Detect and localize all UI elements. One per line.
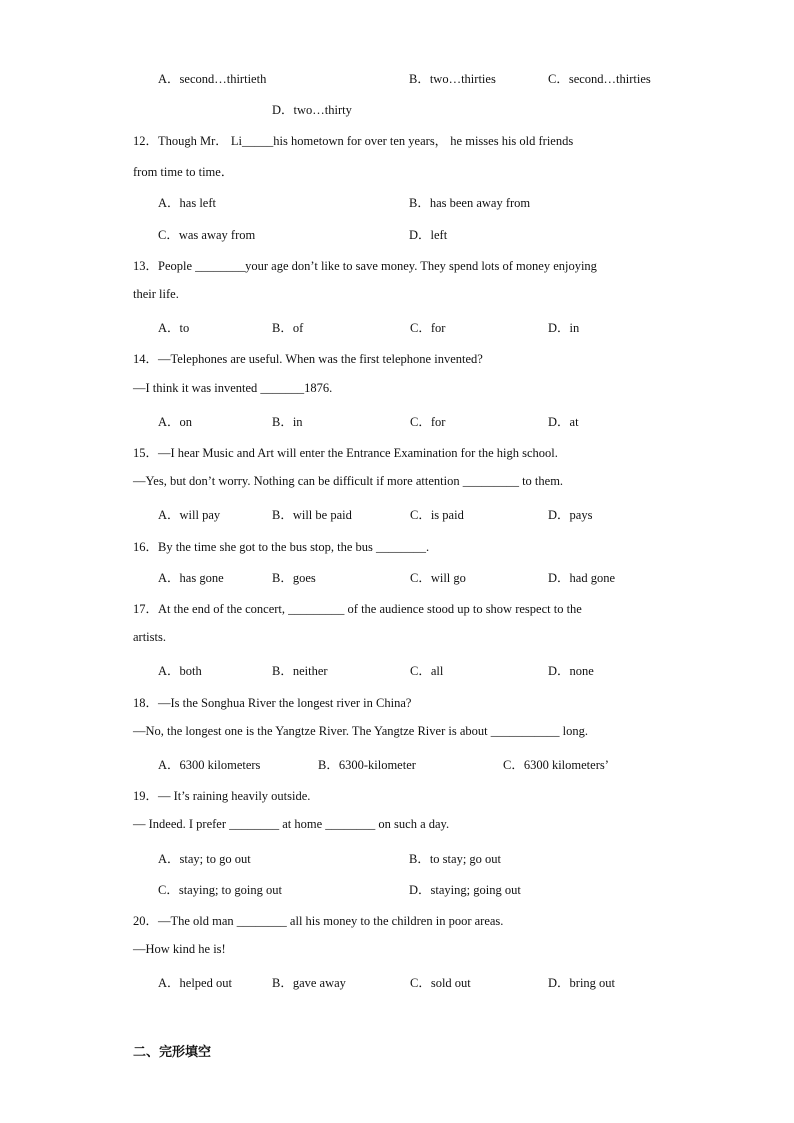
q13-option-a: A．to bbox=[158, 321, 190, 335]
q18-option-a: A．6300 kilometers bbox=[158, 758, 261, 772]
q13-stem: 13．People ________your age don’t like to save money. They spend lots of money enjoying bbox=[133, 259, 597, 273]
q11-option-b: B．two…thirties bbox=[409, 72, 496, 86]
q19-stem: 19．— It’s raining heavily outside. bbox=[133, 789, 311, 803]
q20-stem-cont: —How kind he is! bbox=[133, 942, 226, 956]
q14-stem-cont: —I think it was invented _______1876. bbox=[133, 381, 333, 395]
q13-stem-cont: their life. bbox=[133, 287, 179, 301]
q14-option-c: C．for bbox=[410, 415, 446, 429]
q16-option-d: D．had gone bbox=[548, 571, 615, 585]
q13-option-c: C．for bbox=[410, 321, 446, 335]
q15-option-b: B．will be paid bbox=[272, 508, 352, 522]
q13-option-d: D．in bbox=[548, 321, 580, 335]
q19-stem-cont: — Indeed. I prefer ________ at home ________ on such a day. bbox=[133, 817, 450, 831]
q20-option-a: A．helped out bbox=[158, 976, 232, 990]
q20-option-c: C．sold out bbox=[410, 976, 471, 990]
q15-option-d: D．pays bbox=[548, 508, 593, 522]
q19-option-d: D．staying; going out bbox=[409, 883, 521, 897]
q14-option-b: B．in bbox=[272, 415, 303, 429]
q15-stem-cont: —Yes, but don’t worry. Nothing can be difficult if more attention _________ to them. bbox=[133, 474, 564, 488]
q14-option-d: D．at bbox=[548, 415, 579, 429]
q20-stem: 20．—The old man ________ all his money to the children in poor areas. bbox=[133, 914, 504, 928]
q12-option-a: A．has left bbox=[158, 196, 216, 210]
q16-option-b: B．goes bbox=[272, 571, 316, 585]
q15-option-a: A．will pay bbox=[158, 508, 221, 522]
q13-option-b: B．of bbox=[272, 321, 304, 335]
q11-option-c: C．second…thirties bbox=[548, 72, 651, 86]
q14-option-a: A．on bbox=[158, 415, 193, 429]
q17-option-d: D．none bbox=[548, 664, 594, 678]
q15-stem: 15．—I hear Music and Art will enter the Entrance Examination for the high school. bbox=[133, 446, 558, 460]
q20-option-b: B．gave away bbox=[272, 976, 346, 990]
q12-option-d: D．left bbox=[409, 228, 448, 242]
q15-option-c: C．is paid bbox=[410, 508, 464, 522]
q14-stem: 14．—Telephones are useful. When was the first telephone invented? bbox=[133, 352, 483, 366]
q18-option-c: C．6300 kilometers’ bbox=[503, 758, 609, 772]
q12-option-c: C．was away from bbox=[158, 228, 256, 242]
q12-stem: 12．Though Mr． Li_____his hometown for over ten years， he misses his old friends bbox=[133, 134, 574, 148]
q11-option-a: A．second…thirtieth bbox=[158, 72, 267, 86]
q19-option-c: C．staying; to going out bbox=[158, 883, 282, 897]
section-heading-cloze: 二、完形填空 bbox=[133, 1045, 212, 1060]
q17-option-a: A．both bbox=[158, 664, 202, 678]
q16-stem: 16．By the time she got to the bus stop, the bus ________. bbox=[133, 540, 430, 554]
q16-option-c: C．will go bbox=[410, 571, 466, 585]
q12-option-b: B．has been away from bbox=[409, 196, 531, 210]
q16-option-a: A．has gone bbox=[158, 571, 224, 585]
q18-stem: 18．—Is the Songhua River the longest river in China? bbox=[133, 696, 412, 710]
q17-option-c: C．all bbox=[410, 664, 444, 678]
q17-option-b: B．neither bbox=[272, 664, 328, 678]
q19-option-b: B．to stay; go out bbox=[409, 852, 502, 866]
q18-option-b: B．6300-kilometer bbox=[318, 758, 416, 772]
q17-stem: 17．At the end of the concert, _________ of the audience stood up to show respect to the bbox=[133, 602, 582, 616]
q18-stem-cont: —No, the longest one is the Yangtze River. The Yangtze River is about ___________ long. bbox=[133, 724, 588, 738]
q12-stem-cont: from time to time． bbox=[133, 165, 234, 179]
q11-option-d: D．two…thirty bbox=[272, 103, 352, 117]
q19-option-a: A．stay; to go out bbox=[158, 852, 251, 866]
q20-option-d: D．bring out bbox=[548, 976, 616, 990]
q17-stem-cont: artists. bbox=[133, 630, 166, 644]
